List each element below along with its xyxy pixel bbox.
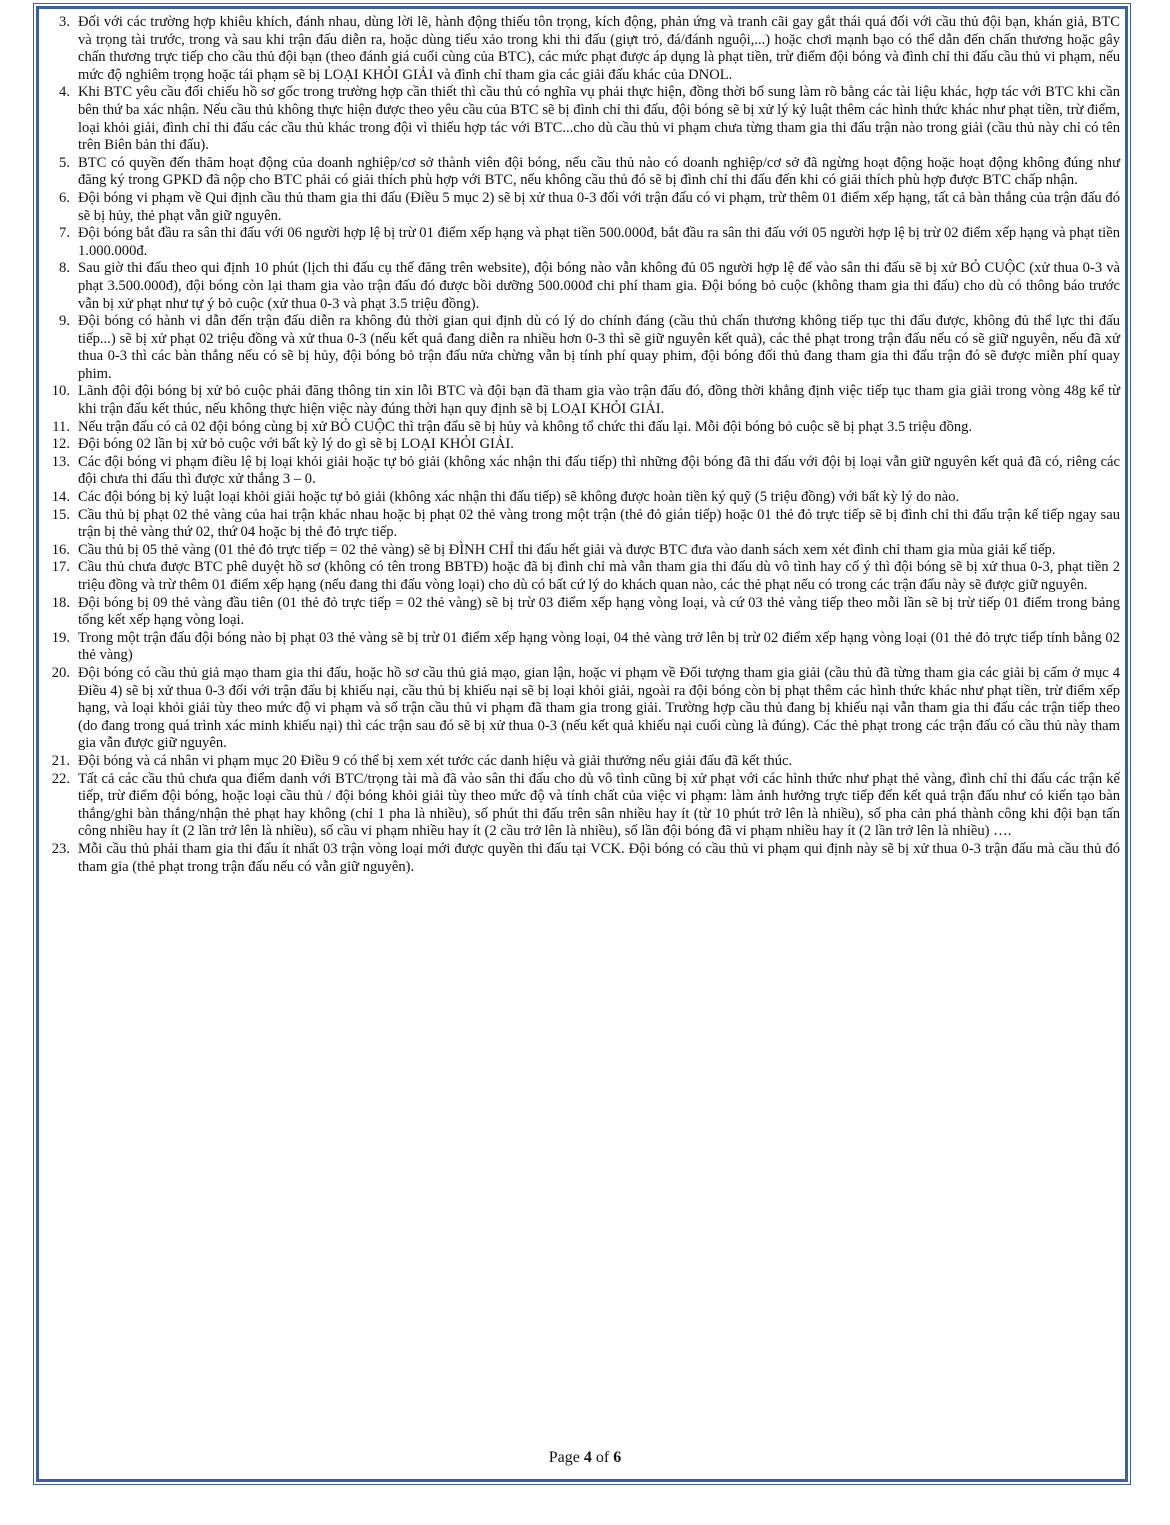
item-number: 15. <box>51 506 70 523</box>
list-item <box>44 383 1120 418</box>
list-item <box>44 841 1120 876</box>
item-text: Đội bóng bắt đầu ra sân thi đấu với 06 người hợp lệ bị trừ 01 điểm xếp hạng và phạt tiền 500.000đ, bắt đầu ra sân thi đấu với 05 người hợp lệ bị trừ 02 điểm xếp hạng và phạt tiền 1.000.000đ. <box>78 225 1120 259</box>
item-text: Tất cả các cầu thủ chưa qua điểm danh với BTC/trọng tài mà đã vào sân thi đấu cho dù vô tình cũng bị xử phạt với các hình thức như phạt thẻ vàng, đình chỉ thi đấu các trận kế tiếp, trừ điểm đội bóng, hoặc loại cầu thủ / đội bóng khỏi giải tùy theo mức độ và tính chất của việc vi phạm: làm ảnh hưởng trực tiếp đến kết quả trận đấu như có kiến tạo bàn thắng/ghi bàn thắng/nhận thẻ phạt hay không (chỉ 1 pha là nhiều), số phút thi đấu trên sân nhiều hay ít (từ 10 phút trở lên là nhiều), số pha cản phá thành công khi đội bạn tấn công nhiều hay ít (2 lần trở lên là nhiều), số cầu vi phạm nhiều hay ít (2 cầu trở lên là nhiều), số lần đội bóng đã vi phạm nhiều hay ít (2 lần trở lên là nhiều) …. <box>78 770 1120 840</box>
item-text: Khi BTC yêu cầu đối chiếu hồ sơ gốc trong trường hợp cần thiết thì cầu thủ có nghĩa vụ phải thực hiện, đồng thời bổ sung làm rõ bằng các tài liệu khác, hợp tác với BTC khi cần bên thứ ba xác nhận. Nếu cầu thủ không thực hiện được theo yêu cầu của BTC sẽ bị đình chỉ thi đấu, đội bóng sẽ bị xử lý kỷ luật thêm các hình thức khác như phạt tiền, trừ điểm, loại khỏi giải, đình chỉ thi đấu các cầu thủ khác trong đội vì thiếu hợp tác với BTC...cho dù cầu thủ vi phạm chưa từng tham gia thi đấu trận nào trong giải (cầu thủ này chỉ có tên trên Biên bản thi đấu). <box>78 84 1120 154</box>
item-number: 17. <box>51 559 70 576</box>
item-text: Đội bóng bị 09 thẻ vàng đầu tiên (01 thẻ đỏ trực tiếp = 02 thẻ vàng) sẽ bị trừ 03 điểm xếp hạng vòng loại, và cứ 03 thẻ vàng tiếp theo mỗi lần sẽ bị trừ tiếp 01 điểm trong bảng tổng kết xếp hạng vòng loại. <box>78 594 1120 629</box>
list-item <box>44 595 1120 630</box>
item-number: 19. <box>51 629 70 646</box>
list-item <box>44 665 1120 753</box>
item-text: Cầu thủ bị phạt 02 thẻ vàng của hai trận khác nhau hoặc bị phạt 02 thẻ vàng trong một trận (thẻ đỏ gián tiếp) hoặc 01 thẻ đỏ trực tiếp sẽ bị đình chỉ thi đấu trận kế tiếp ngay sau trận bị thẻ vàng thứ 02, thứ 04 hoặc bị thẻ đỏ trực tiếp. <box>78 506 1120 541</box>
current-page-number: 4 <box>583 1449 592 1466</box>
item-text: Đội bóng có cầu thủ giả mạo tham gia thi đấu, hoặc hồ sơ cầu thủ giả mạo, gian lận, hoặc vi phạm về Đối tượng tham gia giải (cầu thủ đã từng tham gia các giải bị cấm ở mục 4 Điều 4) sẽ bị xử thua 0-3 đối với trận đấu bị khiếu nại, cầu thủ bị khiếu nại sẽ bị loại khỏi giải, ngoài ra đội bóng còn bị phạt thêm các hình thức khác như phạt tiền, trừ điểm xếp hạng, và loại khỏi giải tùy theo mức độ vi phạm và số trận cầu thủ vi phạm đã tham gia trong giải. Trường hợp cầu thủ đang bị khiếu nại vẫn tham gia thi đấu các trận tiếp theo (do đang trong quá trình xác minh khiếu nại) thì các trận sau đó sẽ bị xử thua 0-3 (nếu kết quả khiếu nại cuối cùng là đúng). Các thẻ phạt trong các trận đấu có cầu thủ này tham gia vẫn được giữ nguyên. <box>78 664 1120 752</box>
total-pages-number: 6 <box>613 1449 622 1466</box>
list-item <box>44 753 1120 771</box>
item-number: 13. <box>51 453 70 470</box>
list-item <box>44 489 1120 507</box>
rules-list <box>44 14 1120 876</box>
item-text: Đối với các trường hợp khiêu khích, đánh nhau, dùng lời lẽ, hành động thiếu tôn trọng, kích động, phản ứng và tranh cãi gay gắt thái quá đối với cầu thủ đội bạn, khán giả, BTC và trọng tài trước, trong và sau khi trận đấu diễn ra, hoặc dùng tiểu xảo trong khi thi đấu (giựt trỏ, đá/đánh nguội,...) hoặc chơi mạnh bạo có thể dẫn đến chấn thương hoặc gây chấn thương trực tiếp cho cầu thủ đội bạn (theo đánh giá cuối cùng của BTC), các mức phạt được áp dụng là phạt tiền, trừ điểm đội bóng và đình chỉ thi đấu cầu thủ vi phạm, nếu mức độ nghiêm trọng hoặc tái phạm sẽ bị LOẠI KHỎI GIẢI và đình chỉ tham gia các giải đấu khác của DNOL. <box>78 14 1120 83</box>
item-text: Mỗi cầu thủ phải tham gia thi đấu ít nhất 03 trận vòng loại mới được quyền thi đấu tại VCK. Đội bóng có cầu thủ vi phạm qui định này sẽ bị xử thua 0-3 trận đấu mà cầu thủ đó tham gia (thẻ phạt trong trận đấu nếu có vẫn giữ nguyên). <box>78 840 1120 875</box>
item-text: BTC có quyền đến thăm hoạt động của doanh nghiệp/cơ sở thành viên đội bóng, nếu cầu thủ nào có doanh nghiệp/cơ sở đã ngừng hoạt động hoặc hoạt động không đúng như đăng ký trong GPKD đã nộp cho BTC phải có giải thích phù hợp với BTC, nếu không cầu thủ đó sẽ bị đình chỉ thi đấu đến khi có giải thích phù hợp được BTC chấp nhận. <box>78 154 1120 189</box>
list-item <box>44 630 1120 665</box>
item-text: Sau giờ thi đấu theo qui định 10 phút (lịch thi đấu cụ thể đăng trên website), đội bóng nào vẫn không đủ 05 người hợp lệ để vào sân thi đấu sẽ bị xử BỎ CUỘC (xử thua 0-3 và phạt 3.500.000đ), đội bóng còn lại tham gia vào trận đấu đó được bồi dưỡng 500.000đ chi phí tham gia. Đội bóng bỏ cuộc (không tham gia thi đấu) cho dù có thông báo trước vẫn bị xử phạt như tự ý bỏ cuộc (xử thua 0-3 và phạt 3.5 triệu đồng). <box>78 260 1120 312</box>
list-item <box>44 190 1120 225</box>
item-text: Cầu thủ bị 05 thẻ vàng (01 thẻ đỏ trực tiếp = 02 thẻ vàng) sẽ bị ĐÌNH CHỈ thi đấu hết giải và được BTC đưa vào danh sách xem xét đình chỉ tham gia mùa giải kế tiếp. <box>78 541 1056 558</box>
item-number: 22. <box>51 770 70 787</box>
item-number: 20. <box>51 664 70 681</box>
item-number: 9. <box>59 313 70 330</box>
item-number: 3. <box>59 14 70 30</box>
item-text: Nếu trận đấu có cả 02 đội bóng cùng bị xử BỎ CUỘC thì trận đấu sẽ bị hủy và không tổ chức thi đấu lại. Mỗi đội bóng bỏ cuộc sẽ bị phạt 3.5 triệu đồng. <box>78 418 973 435</box>
item-number: 7. <box>59 225 70 242</box>
item-text: Cầu thủ chưa được BTC phê duyệt hồ sơ (không có tên trong BBTĐ) hoặc đã bị đình chỉ mà vẫn tham gia thi đấu dù vô tình hay cố ý thì đội bóng sẽ bị xử thua 0-3, phạt tiền 2 triệu đồng và trừ thêm 01 điểm xếp hạng (nếu đang thi đấu vòng loại) cho dù có bất cứ lý do khách quan nào, các thẻ phạt nếu có trong các trận đấu này sẽ được giữ nguyên. <box>78 559 1120 593</box>
item-number: 10. <box>51 383 70 400</box>
item-number: 14. <box>51 489 70 506</box>
item-text: Đội bóng và cá nhân vi phạm mục 20 Điều 9 có thể bị xem xét tước các danh hiệu và giải thưởng nếu giải đấu đã kết thúc. <box>78 752 793 769</box>
item-text: Đội bóng vi phạm về Qui định cầu thủ tham gia thi đấu (Điều 5 mục 2) sẽ bị xử thua 0-3 đối với trận đấu có vi phạm, trừ thêm 01 điểm xếp hạng, tất cả bàn thắng của trận đấu đó sẽ bị hủy, thẻ phạt vẫn giữ nguyên. <box>78 189 1120 224</box>
item-text: Đội bóng 02 lần bị xử bỏ cuộc với bất kỳ lý do gì sẽ bị LOẠI KHỎI GIẢI. <box>78 436 514 453</box>
item-text: Các đội bóng bị kỷ luật loại khỏi giải hoặc tự bỏ giải (không xác nhận thi đấu tiếp) sẽ không được hoàn tiền ký quỹ (5 triệu đồng) với bất kỳ lý do nào. <box>78 489 960 506</box>
list-item <box>44 14 1120 84</box>
list-item <box>44 225 1120 260</box>
item-number: 11. <box>52 418 70 435</box>
list-item <box>44 771 1120 841</box>
item-number: 12. <box>51 436 70 453</box>
list-item <box>44 260 1120 313</box>
list-item <box>44 313 1120 383</box>
item-number: 6. <box>59 189 70 206</box>
list-item <box>44 155 1120 190</box>
list-item <box>44 454 1120 489</box>
list-item <box>44 559 1120 594</box>
item-number: 4. <box>59 84 70 101</box>
page-label: Page <box>548 1449 580 1466</box>
item-text: Trong một trận đấu đội bóng nào bị phạt 03 thẻ vàng sẽ bị trừ 01 điểm xếp hạng vòng loại, 04 thẻ vàng trở lên bị trừ 02 điểm xếp hạng vòng loại (01 thẻ đỏ trực tiếp tính bằng 02 thẻ vàng) <box>78 629 1120 664</box>
list-item <box>44 436 1120 454</box>
item-number: 18. <box>51 594 70 611</box>
of-label: of <box>595 1449 610 1466</box>
list-item <box>44 419 1120 437</box>
item-number: 16. <box>51 541 70 558</box>
list-item <box>44 84 1120 154</box>
item-number: 23. <box>51 840 70 857</box>
page-footer <box>0 1449 1170 1467</box>
item-number: 5. <box>59 154 70 171</box>
list-item <box>44 542 1120 560</box>
item-text: Đội bóng có hành vi dẫn đến trận đấu diễn ra không đủ thời gian qui định dù có lý do chính đáng (cầu thủ chấn thương không tiếp tục thi đấu được, không đủ thể lực thi đấu tiếp...) sẽ bị xử phạt 02 triệu đồng và xử thua 0-3 (nếu kết quả đang diễn ra nhiều hơn 0-3 thì sẽ giữ nguyên kết quả), các thẻ phạt trong trận đấu nếu có sẽ giữ nguyên, nếu đã xử thua 0-3 thì các bàn thắng nếu có sẽ bị hủy, đội bóng bỏ trận đấu nửa chừng vẫn bị tính phí quay phim, đội bóng đối thủ đang tham gia thi đấu trận đó sẽ được miễn phí quay phim. <box>78 313 1120 382</box>
list-item <box>44 507 1120 542</box>
item-text: Lãnh đội đội bóng bị xử bỏ cuộc phải đăng thông tin xin lỗi BTC và đội bạn đã tham gia vào trận đấu đó, đồng thời khẳng định việc tiếp tục tham gia giải trong vòng 48g kể từ khi trận đấu kết thúc, nếu không thực hiện việc này đúng thời hạn quy định sẽ bị LOẠI KHỎI GIẢI. <box>78 383 1120 418</box>
item-text: Các đội bóng vi phạm điều lệ bị loại khỏi giải hoặc tự bỏ giải (không xác nhận thi đấu tiếp) thì những đội bóng đã thi đấu với đội bị loại vẫn giữ nguyên kết quả đã có, riêng các đội chưa thi đấu thì được xử thắng 3 – 0. <box>78 453 1120 488</box>
item-number: 8. <box>59 260 70 277</box>
item-number: 21. <box>51 752 70 769</box>
